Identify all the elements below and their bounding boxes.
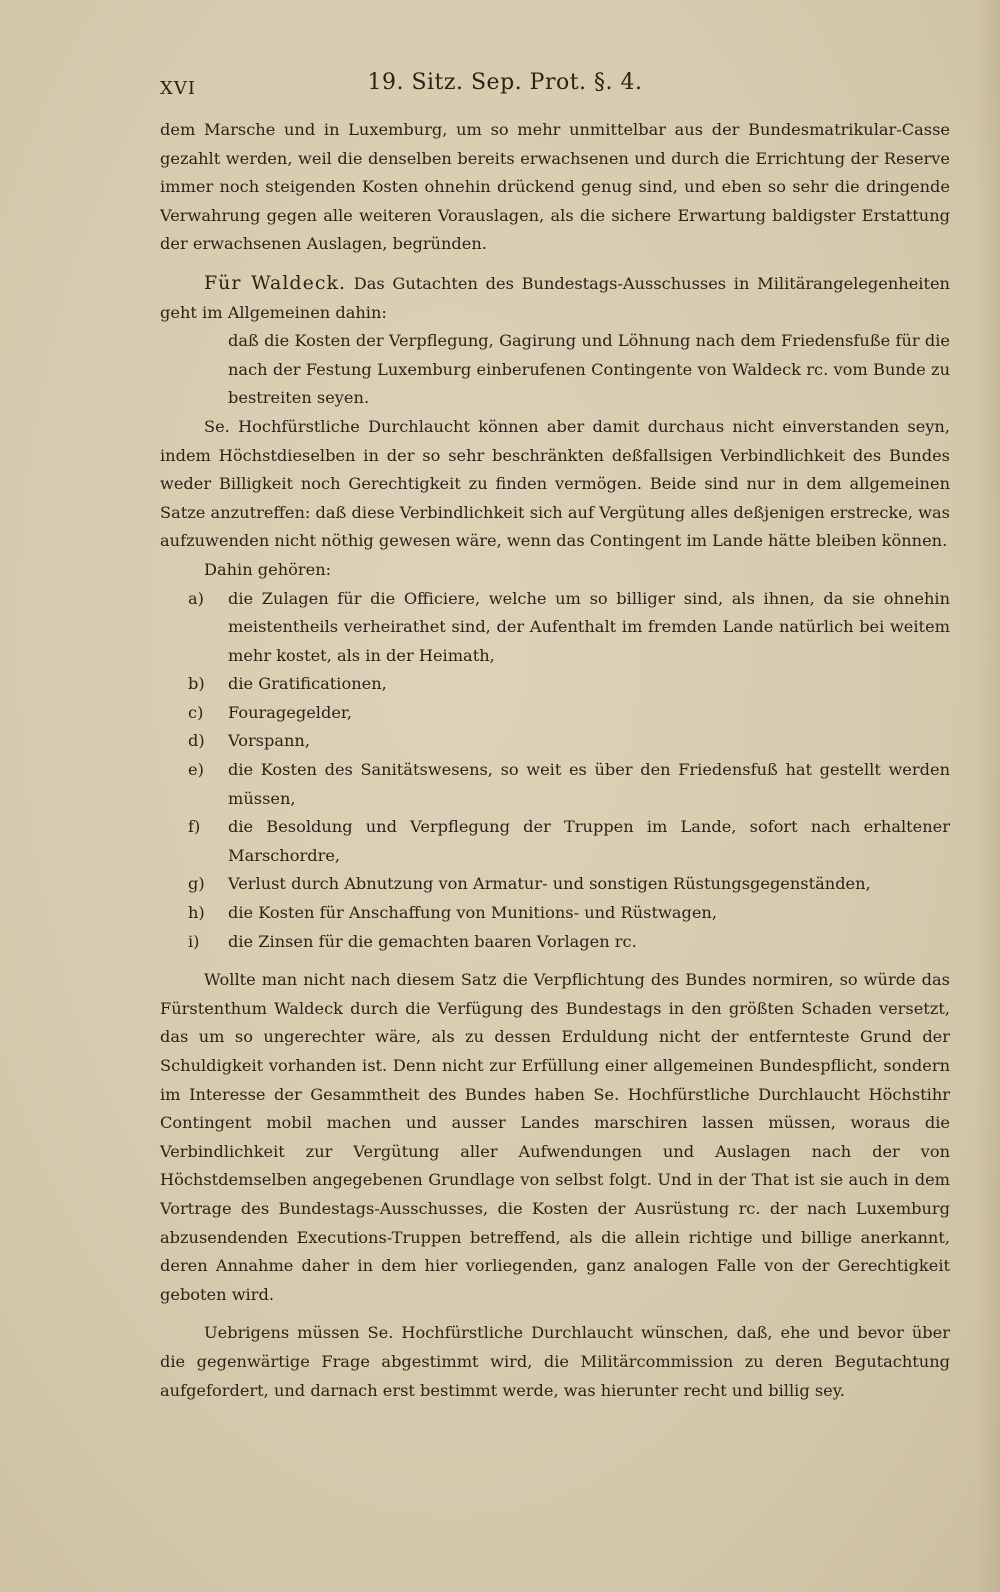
page-body: [160, 116, 950, 1405]
list-marker: h): [188, 903, 205, 923]
paragraph-argument: Wollte man nicht nach diesem Satz die Verpflichtung des Bundes normiren, so würde das Fürstenthum Waldeck durch die Verfügung des Bundestags in den größten Schaden versetzt, das um so ungerechter wäre, als zu dessen Erduldung nicht der entfernteste Grund der Schuldigkeit vorhanden ist. Denn nicht zur Erfüllung einer allgemeinen Bundespflicht, sondern im Interesse der Gesammtheit des Bundes haben Se. Hochfürstliche Durchlaucht Höchstihr Contingent mobil machen und ausser Landes marschiren lassen müssen, woraus die Verbindlichkeit zur Vergütung aller Aufwendungen und Auslagen nach der von Höchstdemselben angegebenen Grundlage von selbst folgt. Und in der That ist sie auch in dem Vortrage des Bundestags-Ausschusses, die Kosten der Ausrüstung rc. der nach Luxemburg abzusendenden Executions-Truppen betreffend, als die allein richtige und billige anerkannt, deren Annahme daher in dem hier vorliegenden, ganz analogen Falle von der Gerechtigkeit geboten wird.: [160, 970, 950, 1304]
paragraph-waldeck-text: Das Gutachten des Bundestags-Ausschusses in Militärangelegenheiten geht im Allgemeinen dahin:: [160, 273, 950, 322]
list-item: [160, 699, 950, 728]
list-item-text: die Kosten des Sanitätswesens, so weit es über den Friedensfuß hat gestellt werden müssen,: [228, 760, 950, 808]
list-marker: i): [188, 931, 200, 951]
list-item-text: die Besoldung und Verpflegung der Truppen im Lande, sofort nach erhaltener Marschordre,: [228, 817, 950, 865]
list-item-text: die Gratificationen,: [228, 674, 387, 694]
list-marker: a): [188, 588, 204, 608]
list-item: [160, 899, 950, 928]
list-item-text: Vorspann,: [228, 731, 311, 751]
running-head: 19. Sitz. Sep. Prot. §. 4.: [367, 70, 643, 95]
list-item-text: die Zulagen für die Officiere, welche um so billiger sind, als ihnen, da sie ohnehin meistentheils verheirathet sind, der Aufenthalt im fremden Lande natürlich bei weitem mehr kostet, als in der Heimath,: [228, 588, 950, 665]
paragraph-waldeck: [160, 269, 950, 327]
list-marker: b): [188, 674, 205, 694]
paragraph-closing: Uebrigens müssen Se. Hochfürstliche Durchlaucht wünschen, daß, ehe und bevor über die gegenwärtige Frage abgestimmt wird, die Militärcommission zu deren Begutachtung aufgefordert, und darnach erst bestimmt werde, was hierunter recht und billig sey.: [160, 1323, 950, 1400]
list-marker: g): [188, 874, 205, 894]
list-item-text: Verlust durch Abnutzung von Armatur- und sonstigen Rüstungsgegenständen,: [228, 874, 871, 894]
list-marker: d): [188, 731, 205, 751]
page-number: XVI: [160, 78, 196, 99]
list-intro: Dahin gehören:: [204, 559, 332, 579]
paragraph-objection: Se. Hochfürstliche Durchlaucht können aber damit durchaus nicht einverstanden seyn, indem Höchstdieselben in der so sehr beschränkten deßfallsigen Verbindlichkeit des Bundes weder Billigkeit noch Gerechtigkeit zu finden vermögen. Beide sind nur in dem allgemeinen Satze anzutreffen: daß diese Verbindlichkeit sich auf Vergütung alles deßjenigen erstrecke, was aufzuwenden nicht nöthig gewesen wäre, wenn das Contingent im Lande hätte bleiben können.: [160, 416, 950, 551]
list-item: [160, 756, 950, 813]
section-lead-in: Für Waldeck.: [204, 271, 347, 294]
paragraph-1: dem Marsche und in Luxemburg, um so mehr unmittelbar aus der Bundesmatrikular-Casse gezahlt werden, weil die denselben bereits erwachsenen und durch die Errichtung der Reserve immer noch steigenden Kosten ohnehin drückend genug sind, und eben so sehr die dringende Verwahrung gegen alle weiteren Vorauslagen, als die sichere Erwartung baldigster Erstattung der erwachsenen Auslagen, begründen.: [160, 120, 950, 254]
list-item: [160, 727, 950, 756]
list-item: [160, 928, 950, 957]
list-item-text: die Kosten für Anschaffung von Munitions- und Rüstwagen,: [228, 903, 717, 923]
list-item: [160, 670, 950, 699]
list-item: [160, 870, 950, 899]
list-marker: e): [188, 760, 204, 780]
list-item: [160, 813, 950, 870]
list-item-text: die Zinsen für die gemachten baaren Vorlagen rc.: [228, 931, 637, 951]
list-marker: c): [188, 702, 204, 722]
page-edge-shadow: [976, 0, 1000, 1592]
page-header: [160, 70, 850, 106]
list-item: [160, 585, 950, 671]
list-marker: f): [188, 817, 201, 837]
quoted-opinion: daß die Kosten der Verpflegung, Gagirung und Löhnung nach dem Friedensfuße für die nach der Festung Luxemburg einberufenen Contingente von Waldeck rc. vom Bunde zu bestreiten seyen.: [228, 331, 950, 408]
cost-items-list: [160, 585, 950, 957]
list-item-text: Fouragegelder,: [228, 702, 353, 722]
